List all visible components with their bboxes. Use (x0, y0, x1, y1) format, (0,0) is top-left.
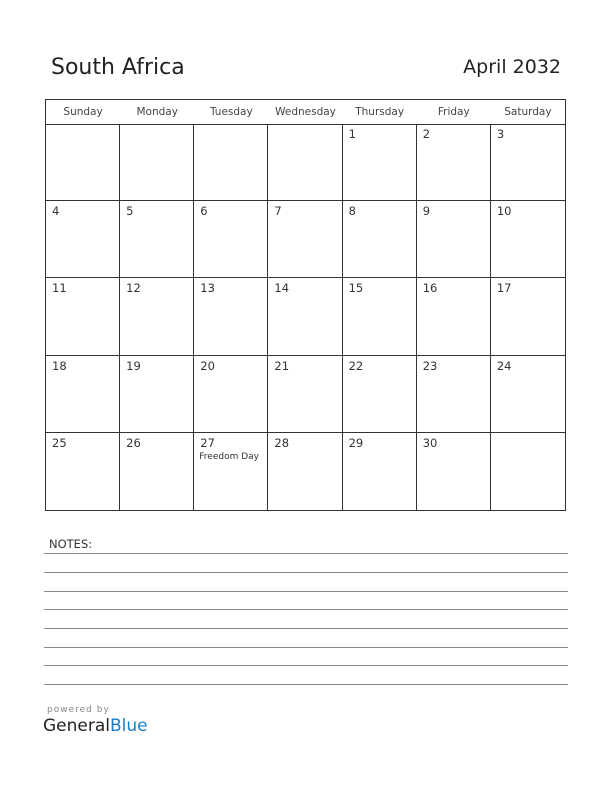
day-number: 23 (422, 358, 438, 373)
day-cell (120, 433, 194, 510)
day-number: 2 (422, 127, 431, 141)
day-cell (343, 433, 417, 510)
day-number: 13 (200, 281, 215, 296)
weekday-wednesday: Wednesday (275, 106, 336, 118)
day-number: 19 (126, 358, 141, 373)
day-cell (491, 433, 565, 510)
day-number: 30 (422, 435, 438, 450)
weekday-tuesday: Tuesday (209, 106, 253, 118)
day-cell (343, 278, 417, 355)
day-cell (120, 356, 194, 433)
day-number: 6 (200, 204, 208, 219)
day-number: 12 (126, 281, 141, 296)
day-cell (268, 278, 342, 355)
day-number: 18 (52, 358, 67, 373)
weekday-header (46, 100, 565, 125)
weekday-friday: Friday (437, 106, 470, 118)
day-cell (194, 201, 268, 278)
day-cell (491, 124, 565, 201)
day-cell (491, 356, 565, 433)
calendar-grid (45, 99, 566, 511)
day-number: 17 (496, 281, 512, 296)
day-number: 25 (52, 435, 67, 450)
logo-general: General (43, 716, 110, 736)
day-cell (46, 201, 120, 278)
day-cell (417, 201, 491, 278)
day-number: 7 (274, 204, 282, 219)
day-number: 3 (496, 127, 505, 141)
day-cell (491, 278, 565, 355)
day-cell (491, 201, 565, 278)
day-cell (268, 433, 342, 510)
day-cell (194, 433, 268, 510)
day-number: 8 (348, 204, 356, 219)
day-cell (343, 356, 417, 433)
day-cell (46, 278, 120, 355)
weekday-sunday: Sunday (63, 106, 103, 118)
note-line (44, 647, 568, 648)
weekday-thursday: Thursday (355, 106, 405, 118)
note-line (44, 572, 568, 573)
day-cell (417, 433, 491, 510)
day-number: 15 (348, 281, 364, 296)
month-year: April 2032 (463, 56, 561, 78)
day-number: 22 (348, 358, 364, 373)
weekday-monday: Monday (136, 106, 178, 118)
weekday-saturday: Saturday (504, 106, 552, 118)
generalblue-logo (43, 716, 148, 736)
day-cell (120, 124, 194, 201)
day-cell (343, 201, 417, 278)
note-line (44, 553, 568, 554)
day-number: 11 (52, 281, 67, 296)
notes-label: NOTES: (49, 537, 93, 551)
day-number: 16 (422, 281, 438, 296)
note-line (44, 628, 568, 629)
day-cell (268, 124, 342, 201)
day-cell (194, 278, 268, 355)
note-line (44, 684, 568, 685)
day-number: 4 (52, 204, 60, 219)
day-number: 5 (126, 204, 134, 219)
calendar-days (46, 124, 565, 510)
day-number: 20 (200, 358, 215, 373)
day-cell (194, 124, 268, 201)
holiday-label: Freedom Day (199, 451, 259, 462)
day-number: 28 (274, 435, 290, 450)
day-cell (417, 356, 491, 433)
day-cell (417, 278, 491, 355)
day-cell (343, 124, 417, 201)
day-cell (268, 201, 342, 278)
day-cell (120, 278, 194, 355)
note-line (44, 665, 568, 666)
day-number: 27 (200, 435, 215, 450)
day-cell (194, 356, 268, 433)
day-cell (46, 124, 120, 201)
note-line (44, 591, 568, 592)
day-number: 9 (422, 204, 431, 219)
logo-blue: Blue (110, 716, 148, 736)
day-number: 1 (348, 127, 356, 141)
day-cell (268, 356, 342, 433)
day-cell (120, 201, 194, 278)
day-cell (46, 433, 120, 510)
day-cell (417, 124, 491, 201)
day-number: 26 (126, 435, 141, 450)
day-number: 24 (496, 358, 512, 373)
day-number: 29 (348, 435, 364, 450)
day-number: 10 (496, 204, 512, 219)
day-number: 14 (274, 281, 290, 296)
powered-by: powered by (47, 705, 110, 715)
day-number: 21 (274, 358, 290, 373)
note-line (44, 609, 568, 610)
country-title: South Africa (51, 55, 185, 80)
day-cell (46, 356, 120, 433)
